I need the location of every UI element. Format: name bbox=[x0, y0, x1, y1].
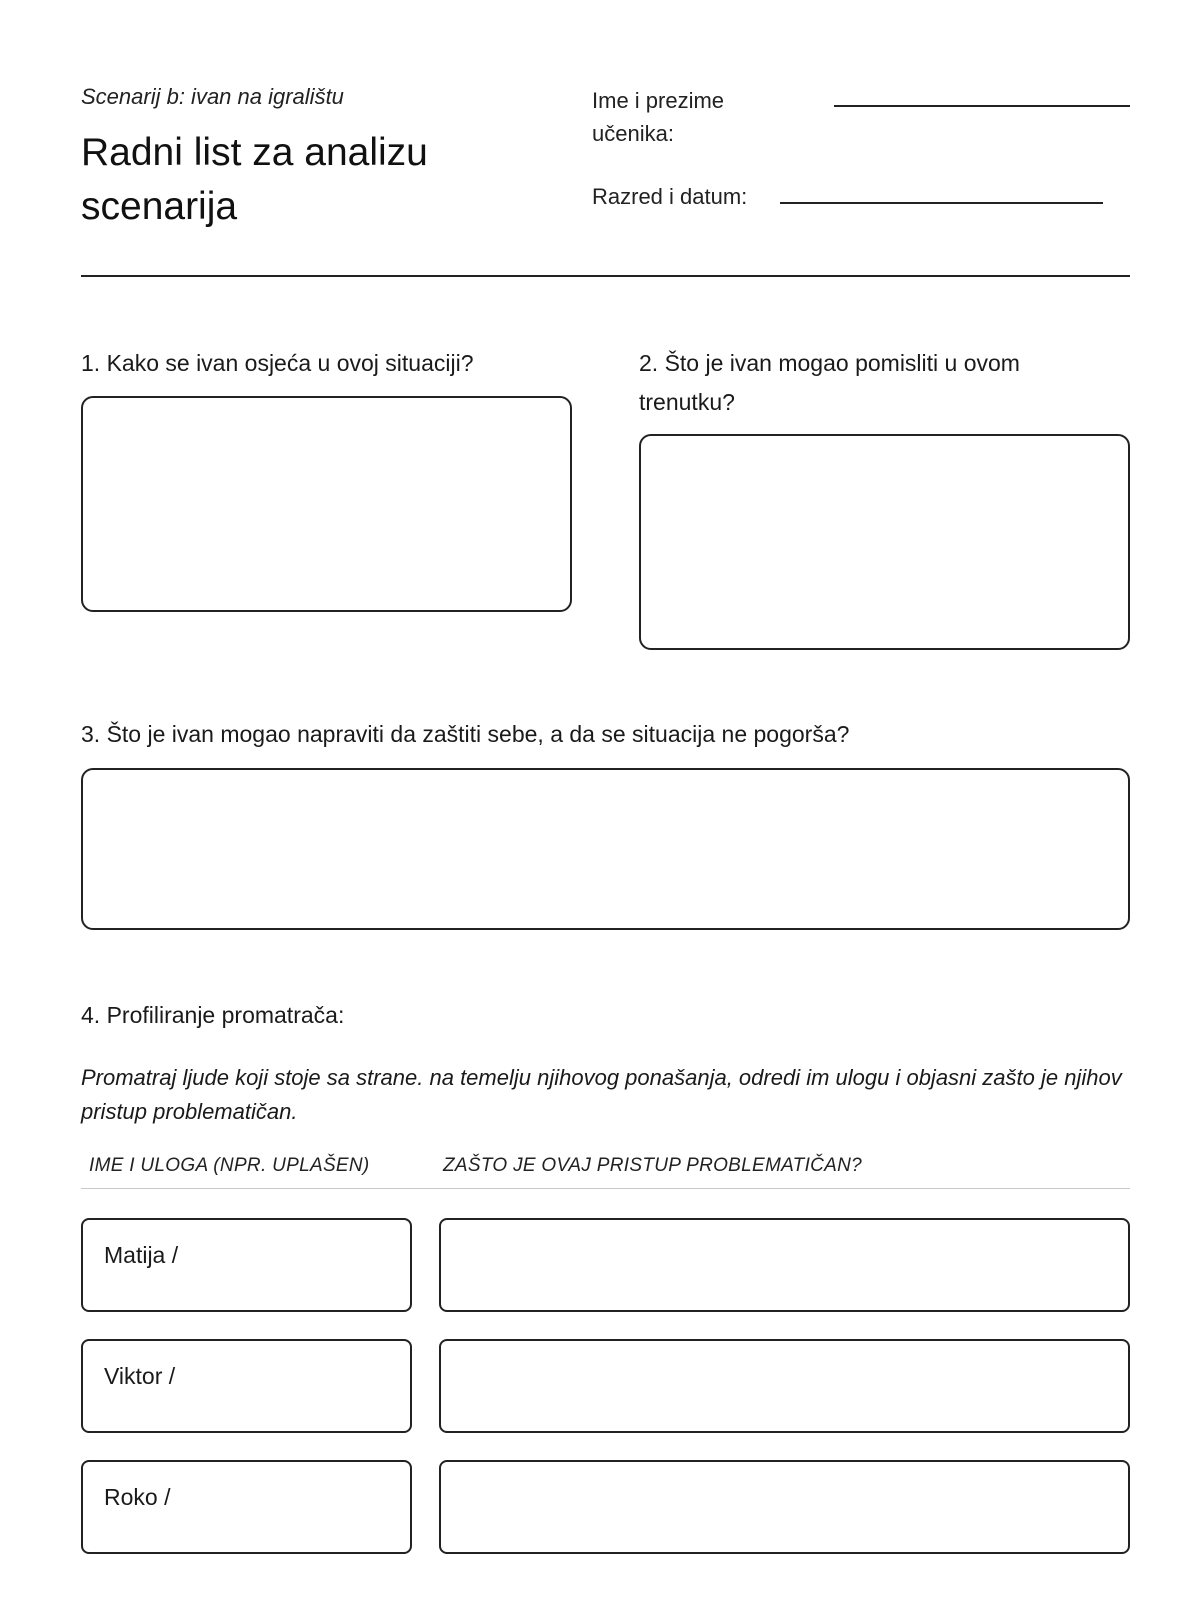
student-name-label: Ime i prezime učenika: bbox=[592, 88, 725, 146]
answer-box-1[interactable] bbox=[81, 396, 572, 612]
observer-reason-box-roko[interactable] bbox=[439, 1460, 1130, 1554]
student-name-field[interactable] bbox=[834, 105, 1130, 107]
observer-name-label: Viktor / bbox=[104, 1363, 176, 1389]
class-date-label: Razred i datum: bbox=[592, 184, 748, 209]
column-header-name-role: IME I ULOGA (NPR. UPLAŠEN) bbox=[89, 1155, 370, 1176]
observer-name-box-matija[interactable] bbox=[81, 1218, 412, 1312]
answer-box-2[interactable] bbox=[639, 434, 1130, 650]
header-divider bbox=[81, 275, 1130, 277]
answer-box-3[interactable] bbox=[81, 768, 1130, 930]
observer-reason-box-viktor[interactable] bbox=[439, 1339, 1130, 1433]
class-date-field[interactable] bbox=[780, 202, 1103, 204]
question-1: 1. Kako se ivan osjeća u ovoj situaciji? bbox=[81, 350, 474, 376]
page-title: Radni list za analizu scenarija bbox=[81, 131, 428, 228]
column-header-rule bbox=[81, 1188, 1130, 1189]
question-3: 3. Što je ivan mogao napraviti da zaštiti sebe, a da se situacija ne pogorša? bbox=[81, 721, 850, 747]
scenario-subtitle: Scenarij b: ivan na igralištu bbox=[81, 84, 344, 109]
observer-name-label: Roko / bbox=[104, 1484, 171, 1510]
observer-name-box-roko[interactable] bbox=[81, 1460, 412, 1554]
profiling-instruction: Promatraj ljude koji stoje sa strane. na temelju njihovog ponašanja, odredi im ulogu i objasni zašto je njihov pristup problematičan. bbox=[81, 1065, 1122, 1124]
question-2: 2. Što je ivan mogao pomisliti u ovom trenutku? bbox=[639, 350, 1020, 415]
observer-reason-box-matija[interactable] bbox=[439, 1218, 1130, 1312]
column-header-reason: ZAŠTO JE OVAJ PRISTUP PROBLEMATIČAN? bbox=[443, 1155, 863, 1176]
observer-name-box-viktor[interactable] bbox=[81, 1339, 412, 1433]
observer-name-label: Matija / bbox=[104, 1242, 179, 1268]
question-4: 4. Profiliranje promatrača: bbox=[81, 1002, 345, 1028]
